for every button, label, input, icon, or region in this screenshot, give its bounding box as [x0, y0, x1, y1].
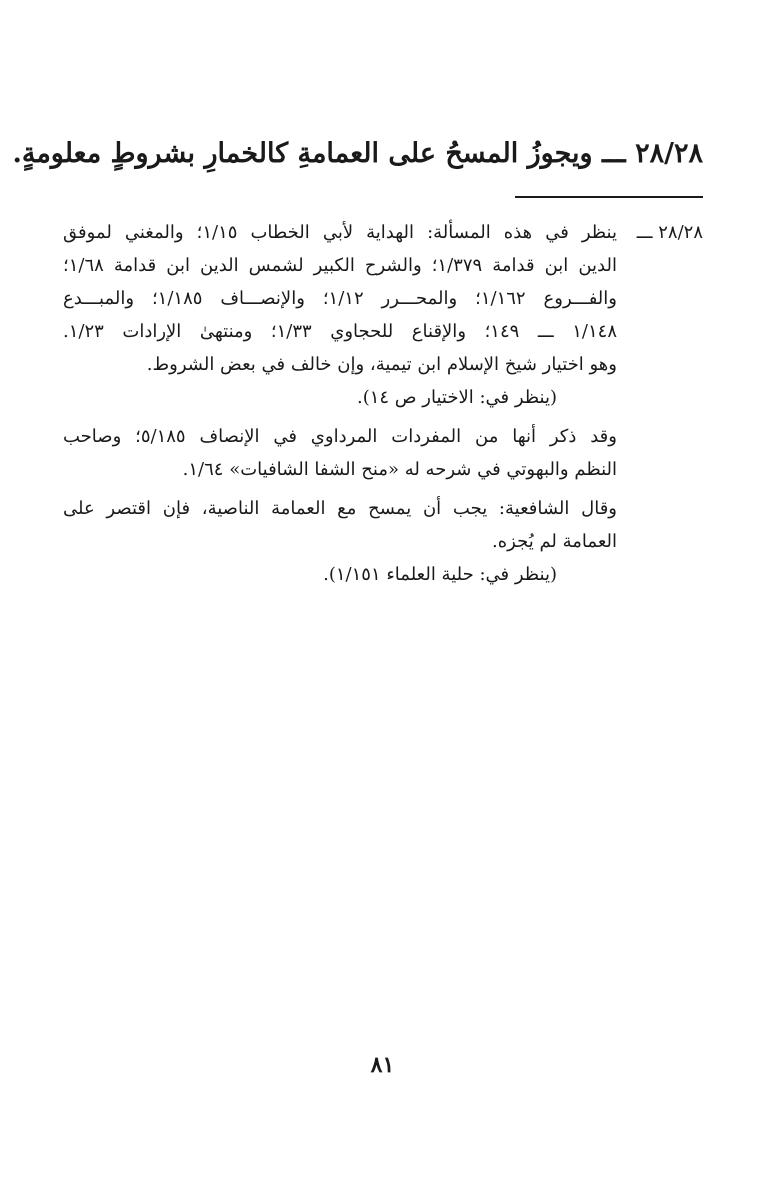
- footnote-line: الدين ابن قدامة ١/٣٧٩؛ والشرح الكبير لشمس الدين ابن قدامة ١/٦٨؛: [63, 255, 617, 276]
- footnote-line: وهو اختيار شيخ الإسلام ابن تيمية، وإن خالف في بعض الشروط.: [146, 354, 617, 375]
- footnote-citation: (ينظر في: حلية العلماء ١/١٥١).: [323, 564, 557, 585]
- footnote-line: ينظر في هذه المسألة: الهداية لأبي الخطاب ١/١٥؛ والمغني لموفق: [63, 222, 617, 243]
- main-statement-dash: ـــ: [601, 138, 626, 169]
- main-statement: [12, 132, 703, 176]
- footnote-number: ٢٨/٢٨: [658, 222, 703, 243]
- page-number: ٨١: [370, 1052, 395, 1078]
- footnote-line: والفـــروع ١/١٦٢؛ والمحـــرر ١/١٢؛ والإنصـــاف ١/١٨٥؛ والمبـــدع: [63, 288, 617, 309]
- footnote-dash: ـــ: [636, 222, 653, 243]
- main-statement-number: ٢٨/٢٨: [635, 138, 703, 169]
- footnote-line: النظم والبهوتي في شرحه له «منح الشفا الشافيات» ١/٦٤.: [182, 459, 617, 480]
- footnote-line: ١/١٤٨ ـــ ١٤٩؛ والإقناع للحجاوي ١/٣٣؛ ومنتهىٰ الإرادات ١/٢٣.: [63, 321, 618, 342]
- footnote-line: وقال الشافعية: يجب أن يمسح مع العمامة الناصية، فإن اقتصر على: [63, 498, 617, 519]
- footnote-marker: [637, 216, 703, 249]
- footnote-citation: (ينظر في: الاختيار ص ١٤).: [356, 387, 557, 408]
- footnote-line: العمامة لم يُجزه.: [492, 531, 617, 552]
- footnote: [63, 216, 703, 591]
- footnote-separator: [515, 196, 703, 198]
- footnote-line: وقد ذكر أنها من المفردات المرداوي في الإنصاف ٥/١٨٥؛ وصاحب: [63, 426, 617, 447]
- main-statement-text: ويجوزُ المسحُ على العمامةِ كالخمارِ بشروطٍ معلومةٍ.: [12, 138, 593, 169]
